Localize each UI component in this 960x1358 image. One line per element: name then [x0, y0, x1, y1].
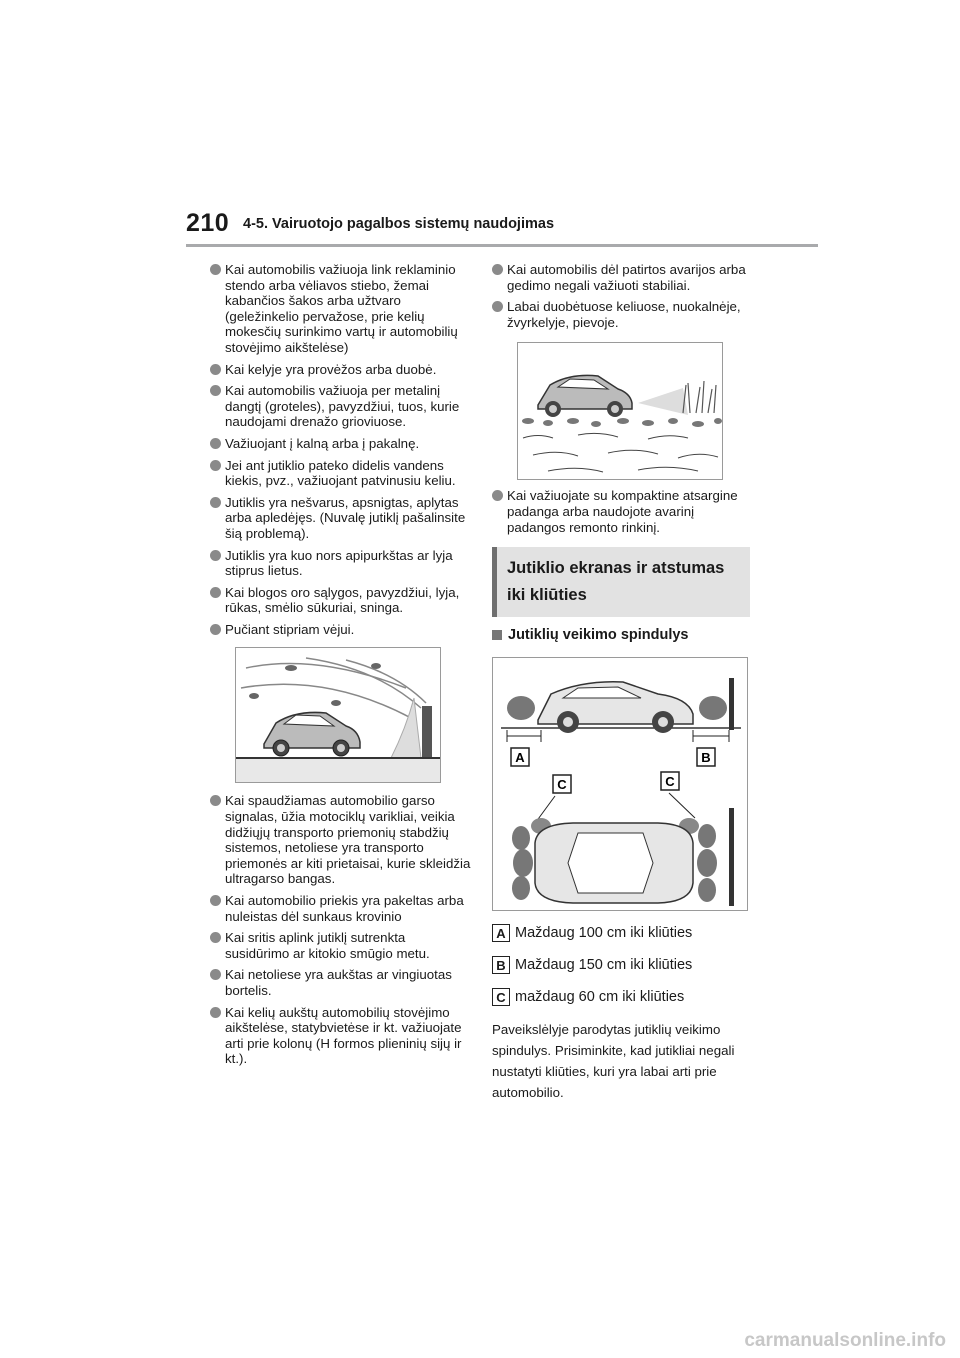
bullet-icon — [210, 624, 221, 635]
list-item: Kai automobilio priekis yra pakeltas arba nuleistas dėl sunkaus krovinio — [210, 893, 472, 924]
list-item: Kai netoliese yra aukštas ar vingiuotas bortelis. — [210, 967, 472, 998]
list-item: Labai duobėtuose keliuose, nuokalnėje, žvyrkelyje, pievoje. — [492, 299, 754, 330]
legend-item-a: A Maždaug 100 cm iki kliūties — [492, 923, 754, 943]
bullet-icon — [210, 795, 221, 806]
section-title: 4-5. Vairuotojo pagalbos sistemų naudojimas — [243, 216, 555, 232]
page-number: 210 — [186, 209, 230, 237]
bullet-icon — [210, 438, 221, 449]
bullet-icon — [210, 587, 221, 598]
section-heading — [492, 547, 750, 617]
right-column — [492, 262, 754, 1103]
label-c-right: C — [665, 774, 675, 790]
sensor-range-diagram — [492, 657, 748, 911]
list-item: Kai automobilis dėl patirtos avarijos arba gedimo negali važiuoti stabiliai. — [492, 262, 754, 293]
bullet-icon — [492, 301, 503, 312]
label-c-left: C — [557, 777, 567, 793]
legend-key: B — [492, 956, 510, 974]
legend-item-c: C maždaug 60 cm iki kliūties — [492, 987, 754, 1007]
section-heading-line1: Jutiklio ekranas ir atstumas — [507, 559, 725, 578]
list-item: Kai kelyje yra provėžos arba duobė. — [210, 362, 472, 378]
wind-illustration — [235, 647, 441, 783]
list-item: Važiuojant į kalną arba į pakalnę. — [210, 436, 472, 452]
list-item: Kai kelių aukštų automobilių stovėjimo aikštelėse, statybvietėse ir kt. važiuojate arti prie kolonų (H formos plieninių sijų ir kt.). — [210, 1005, 472, 1067]
bullet-icon — [210, 550, 221, 561]
bullet-icon — [210, 460, 221, 471]
list-item: Kai automobilis važiuoja per metalinį dangtį (groteles), pavyzdžiui, tuos, kurie naudojami drenažo grioviuose. — [210, 383, 472, 430]
list-item: Kai automobilis važiuoja link reklaminio stendo arba vėliavos stiebo, žemai kabančios šakos arba užtvaro (geležinkelio pervažose, prie kelių mokesčių surinkimo vartų ir automobilių stovėjimo aikštelėse) — [210, 262, 472, 356]
bullet-icon — [492, 490, 503, 501]
label-b: B — [701, 750, 711, 766]
note-text: Paveikslėlyje parodytas jutiklių veikimo spindulys. Prisiminkite, kad jutikliai negali nustatyti kliūties, kuri yra labai arti prie automobilio. — [492, 1022, 735, 1101]
bullet-icon — [210, 497, 221, 508]
legend-item-b: B Maždaug 150 cm iki kliūties — [492, 955, 754, 975]
bullet-icon — [210, 969, 221, 980]
bullet-icon — [210, 264, 221, 275]
subheading: Jutiklių veikimo spindulys — [492, 627, 754, 643]
list-item: Kai spaudžiamas automobilio garso signalas, ūžia motociklų varikliai, veikia didžiųjų transporto priemonių stabdžių sistemos, netoliese yra transporto priemonės ar kiti prietaisai, kurie skleidžia ultragarso bangas. — [210, 793, 472, 887]
list-item: Pučiant stipriam vėjui. — [210, 622, 472, 638]
section-heading-line2: iki kliūties — [507, 586, 587, 605]
bullet-icon — [210, 895, 221, 906]
list-item: Kai sritis aplink jutiklį sutrenkta susidūrimo ar kitokio smūgio metu. — [210, 930, 472, 961]
list-item: Jutiklis yra kuo nors apipurkštas ar lyja stiprus lietus. — [210, 548, 472, 579]
label-a: A — [515, 750, 525, 766]
bullet-icon — [210, 1007, 221, 1018]
left-column — [210, 262, 472, 1073]
watermark: carmanualsonline.info — [744, 1330, 946, 1351]
rough-road-illustration — [517, 342, 723, 480]
bullet-icon — [210, 932, 221, 943]
bullet-icon — [210, 385, 221, 396]
legend-key: C — [492, 988, 510, 1006]
list-item: Kai blogos oro sąlygos, pavyzdžiui, lyja, rūkas, smėlio sūkuriai, sninga. — [210, 585, 472, 616]
bullet-icon — [492, 264, 503, 275]
page-header — [186, 209, 818, 247]
list-item: Kai važiuojate su kompaktine atsargine padanga arba naudojote avarinį padangos remonto rinkinį. — [492, 488, 754, 535]
bullet-icon — [210, 364, 221, 375]
list-item: Jei ant jutiklio pateko didelis vandens kiekis, pvz., važiuojant patvinusiu keliu. — [210, 458, 472, 489]
legend-key: A — [492, 924, 510, 942]
list-item: Jutiklis yra nešvarus, apsnigtas, aplytas arba apledėjęs. (Nuvalę jutiklį pašalinsite šią problemą). — [210, 495, 472, 542]
square-bullet-icon — [492, 630, 502, 640]
